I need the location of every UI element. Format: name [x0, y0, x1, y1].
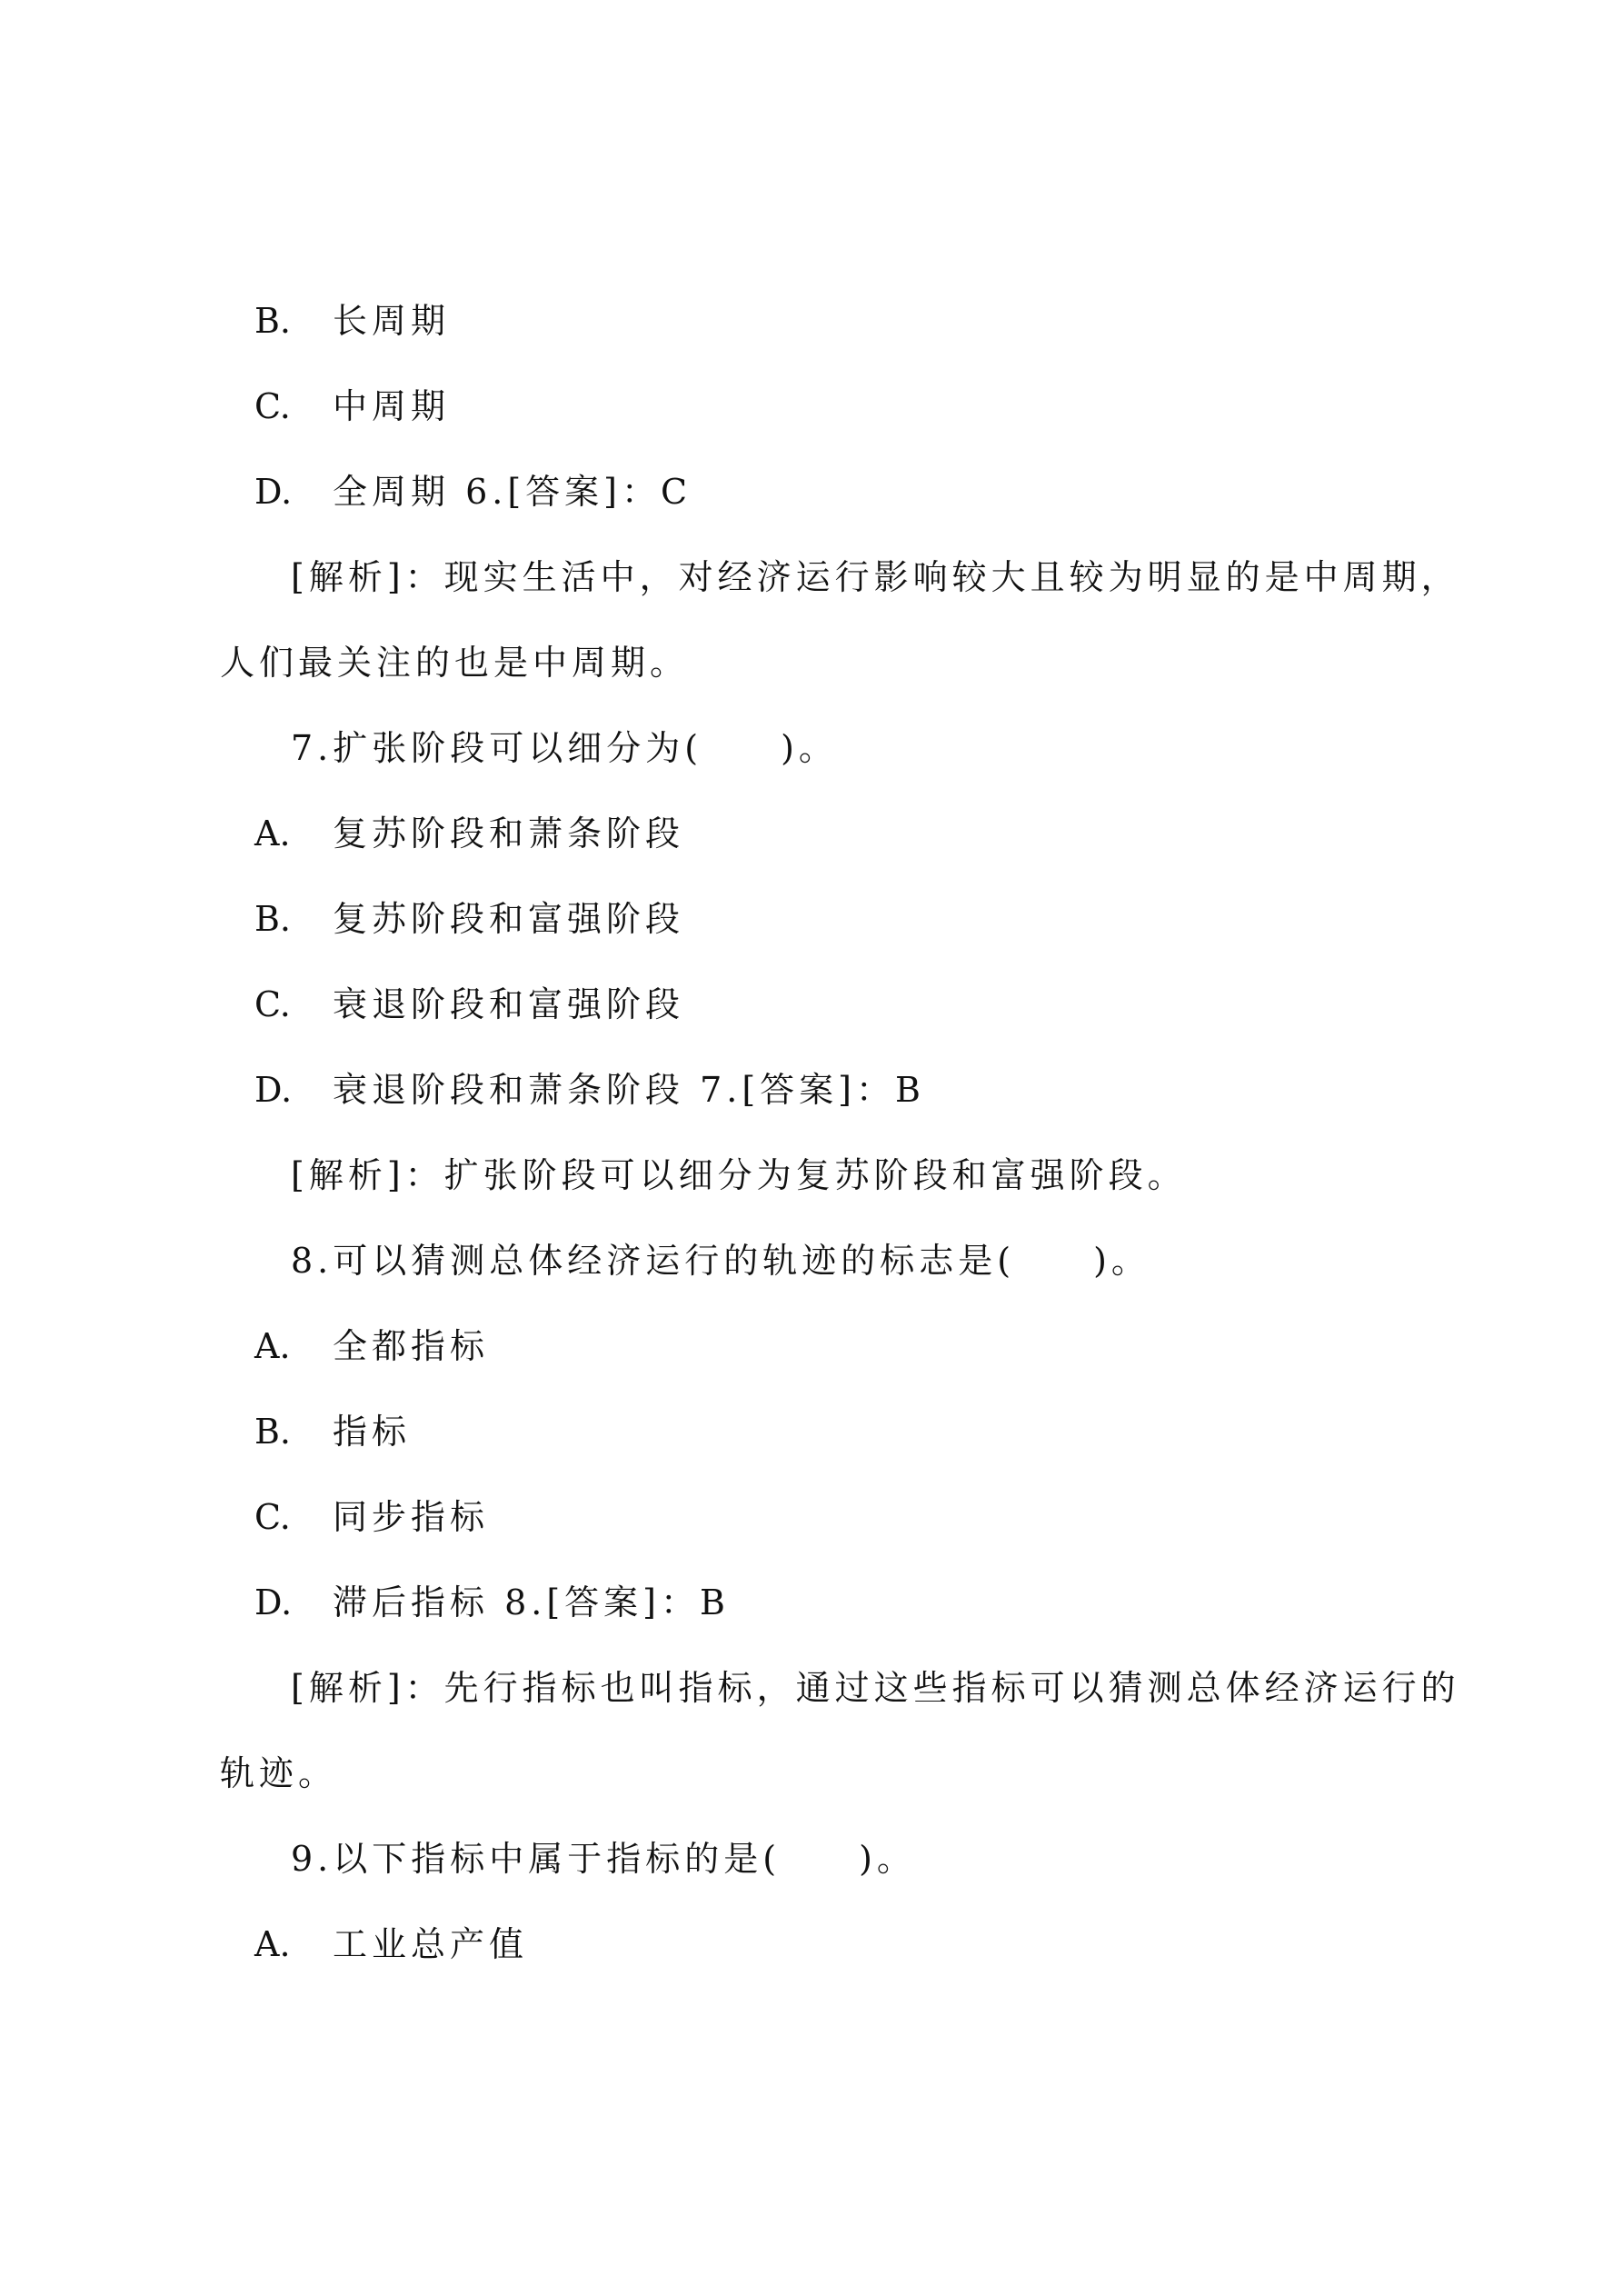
option-text: 工业总产值 [333, 1924, 529, 1964]
option-letter: D. [254, 1070, 293, 1110]
option-letter: A. [254, 1924, 291, 1964]
option-line [254, 811, 684, 856]
option-letter: B. [254, 899, 292, 939]
option-line [254, 1323, 489, 1369]
option-line-with-answer [254, 1067, 925, 1113]
option-line [254, 298, 450, 344]
option-text: 全都指标 [333, 1326, 490, 1366]
option-text: 衰退阶段和富强阶段 [333, 984, 685, 1024]
option-line [254, 384, 450, 429]
option-letter: C. [254, 386, 291, 426]
option-line [254, 1409, 411, 1454]
option-line-with-answer [254, 469, 692, 514]
option-text: 中周期 [333, 386, 451, 426]
option-line [254, 896, 684, 942]
option-letter: C. [254, 1497, 291, 1537]
question-8: 8.可以猜测总体经济运行的轨迹的标志是( )。 [291, 1241, 1150, 1281]
option-text: 长周期 [333, 301, 451, 341]
analysis-line: [解析]：先行指标也叫指标，通过这些指标可以猜测总体经济运行的 [291, 1668, 1460, 1708]
option-letter: C. [254, 984, 291, 1024]
option-text: 全周期 6.[答案]：C [333, 472, 692, 512]
analysis-line: [解析]：扩张阶段可以细分为复苏阶段和富强阶段。 [291, 1155, 1187, 1195]
option-text: 指标 [333, 1412, 412, 1452]
option-text: 复苏阶段和富强阶段 [333, 899, 685, 939]
option-letter: B. [254, 1412, 292, 1452]
option-text: 同步指标 [333, 1497, 490, 1537]
analysis-continuation: 轨迹。 [220, 1753, 338, 1793]
option-letter: D. [254, 1582, 293, 1622]
option-letter: D. [254, 472, 293, 512]
option-text: 衰退阶段和萧条阶段 7.[答案]：B [333, 1070, 925, 1110]
option-letter: B. [254, 301, 292, 341]
option-line [254, 1922, 528, 1967]
option-letter: A. [254, 814, 291, 854]
option-line [254, 982, 684, 1027]
question-9: 9.以下指标中属于指标的是( )。 [291, 1839, 916, 1879]
analysis-line: [解析]：现实生活中，对经济运行影响较大且较为明显的是中周期， [291, 557, 1460, 597]
option-text: 复苏阶段和萧条阶段 [333, 814, 685, 854]
option-text: 滞后指标 8.[答案]：B [333, 1582, 730, 1622]
option-line-with-answer [254, 1580, 730, 1625]
analysis-continuation: 人们最关注的也是中周期。 [220, 643, 690, 683]
option-letter: A. [254, 1326, 291, 1366]
question-7: 7.扩张阶段可以细分为( )。 [291, 728, 838, 768]
option-line [254, 1494, 489, 1540]
